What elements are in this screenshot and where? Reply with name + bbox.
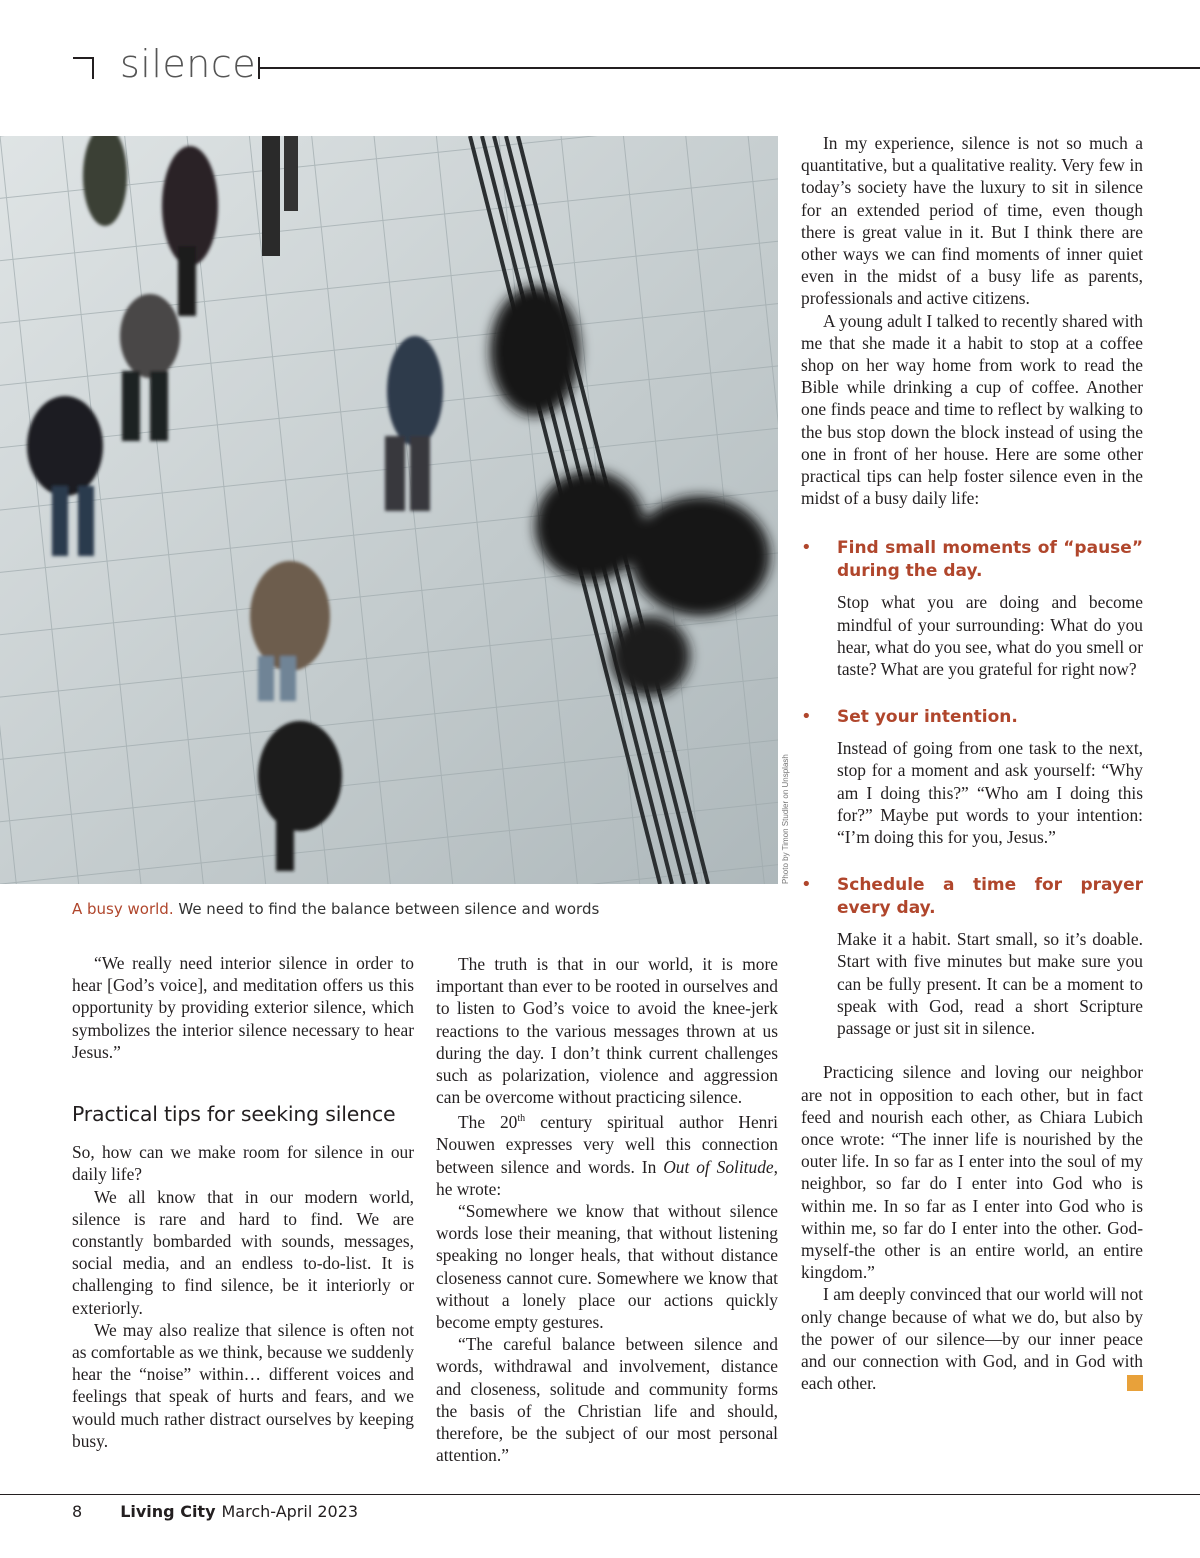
tip-title: Schedule a time for prayer every day. (837, 875, 1143, 919)
text-run: I am deeply convinced that our world will not only change because of what we do, but also by the power of our silence—by our inner peace and our connection with God, and in God with each other. (801, 1284, 1143, 1394)
article-column-2 (436, 953, 778, 1466)
footer-rule (0, 1494, 1200, 1495)
section-subhead: Practical tips for seeking silence (72, 1102, 396, 1127)
photo-caption (72, 900, 599, 918)
article-column-1 (72, 952, 414, 1452)
text-run: century spiritual author Henri Nouwen expresses very well this connection between silence and words. In (436, 1112, 778, 1177)
quote-paragraph: “The careful balance between silence and words, withdrawal and involvement, distance and closeness, solitude and community forms the basis of the Christian life and should, therefore, be the subject of our most personal attention.” (436, 1334, 778, 1466)
magazine-name: Living City (120, 1502, 216, 1521)
quote-paragraph: “Somewhere we know that without silence words lose their meaning, that without listening speaking no longer heals, that without distance closeness cannot cure. Somewhere we know that without a lonely place our actions quickly become empty gestures. (436, 1201, 778, 1333)
tip-body: Make it a habit. Start small, so it’s doable. Start with five minutes but make sure you can be fully present. It can be a moment to speak with God, read a short Scripture passage or just sit in silence. (837, 929, 1143, 1039)
tip-title: Find small moments of “pause” during the day. (837, 538, 1143, 582)
paragraph (436, 1108, 778, 1200)
tip-body: Stop what you are doing and become mindful of your surrounding: What do you hear, what do you see, what do you smell or taste? What are you grateful for right now? (837, 592, 1143, 680)
paragraph: We may also realize that silence is often not as comfortable as we think, because we suddenly hear the “noise” within… different voices and feelings that speak of hurts and fears, and we would much rather distract ourselves by keeping busy. (72, 1319, 414, 1451)
article-column-3 (801, 132, 1162, 1394)
paragraph: Practicing silence and loving our neighbor are not in opposition to each other, but in fact feed and nourish each other, as Chiara Lubich once wrote: “The inner life is nourished by the outer life. In so far as I enter into the soul of my neighbor, so far do I enter into God who is within me. In so far as I enter into God who is within me, so far do I enter into the other. God-myself-the other is an entire world, an entire kingdom.” (801, 1062, 1143, 1283)
tip-title: Set your intention. (837, 707, 1018, 728)
header-left-bar (92, 57, 94, 79)
footer (72, 1502, 358, 1521)
book-title: Out of Solitude (663, 1156, 774, 1177)
photo-credit (781, 744, 795, 884)
page-number: 8 (72, 1502, 83, 1521)
bullet-icon: • (801, 874, 812, 896)
header-rule (258, 67, 1200, 69)
paragraph: The truth is that in our world, it is more important than ever to be rooted in ourselves and to listen to God’s voice to avoid the knee-jerk reactions to the various messages thrown at us during the day. I don’t think current challenges such as polarization, violence and aggression can be overcome without practicing silence. (436, 954, 778, 1108)
header-left-tick (73, 57, 93, 59)
photo-crowd-icon (0, 136, 778, 884)
text-run: , he wrote: (436, 1156, 778, 1199)
tip-item (801, 874, 1143, 1039)
bullet-icon: • (801, 537, 812, 559)
section-title: silence (120, 42, 257, 86)
tip-body: Instead of going from one task to the next, stop for a moment and ask yourself: “Why am I doing this?” “Who am I doing this for?” Maybe put words to your intention: “I’m doing this for you, Jesus.” (837, 738, 1143, 848)
end-mark-icon: LC (1127, 1375, 1143, 1391)
tip-item (801, 706, 1143, 848)
superscript: th (517, 1113, 526, 1125)
caption-lead: A busy world. (72, 900, 174, 918)
photo-credit-text: Photo by Timon Studler on Unsplash (781, 754, 790, 884)
bullet-icon: • (801, 706, 812, 728)
hero-photo (0, 136, 778, 884)
paragraph: “We really need interior silence in order to hear [God’s voice], and meditation offers us this opportunity by providing exterior silence, which symbolizes the interior silence necessary to hear Jesus.” (72, 953, 414, 1062)
paragraph: So, how can we make room for silence in our daily life? (72, 1142, 414, 1185)
text-run: The 20 (458, 1112, 518, 1133)
caption-text: We need to find the balance between silence and words (173, 900, 600, 918)
paragraph: We all know that in our modern world, silence is rare and hard to find. We are constantly bombarded with sounds, messages, social media, and an endless to-do-list. It is challenging to find silence, be it interiorly or exteriorly. (72, 1186, 414, 1318)
tip-item (801, 537, 1143, 680)
paragraph (801, 1283, 1162, 1394)
paragraph: In my experience, silence is not so much a quantitative, but a qualitative reality. Very few in today’s society have the luxury to sit in silence for an extended period of time, even though there is great value in it. But I think there are other ways we can find moments of inner quiet even in the midst of a busy life as parents, professionals and active citizens. (801, 133, 1143, 309)
paragraph: A young adult I talked to recently shared with me that she made it a habit to stop at a coffee shop on her way home from work to read the Bible while drinking a cup of coffee. Another one finds peace and time to reflect by walking to the bus stop down the block instead of using the one in front of her house. Here are some other practical tips can help foster silence even in the midst of a busy daily life: (801, 310, 1143, 509)
issue-date: March-April 2023 (221, 1502, 359, 1521)
